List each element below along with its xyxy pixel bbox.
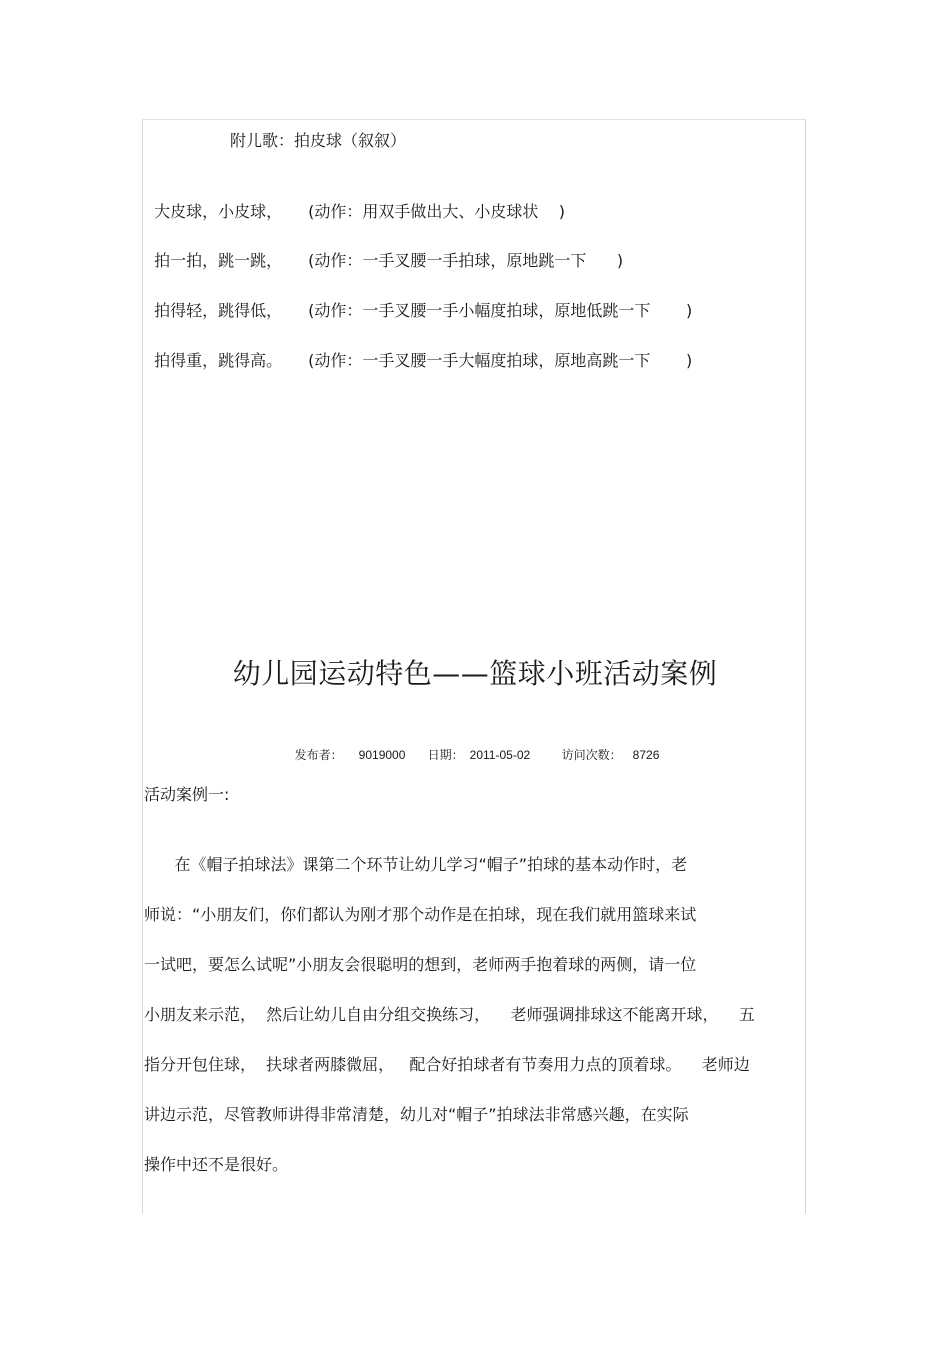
paragraph-line: 操作中还不是很好。 (144, 1155, 289, 1174)
article-paragraph (144, 855, 808, 1205)
song-line (144, 281, 692, 321)
song-line (144, 231, 623, 271)
song-line-action: (动作：用双手做出大、小皮球状 ) (308, 202, 566, 221)
publisher-value: 9019000 (358, 748, 406, 762)
song-line (144, 182, 565, 222)
paragraph-line: 指分开包住球， 扶球者两膝微屈， 配合好拍球者有节奏用力点的顶着球。 老师边 (144, 1055, 750, 1074)
song-line (144, 331, 692, 371)
paragraph-line: 讲边示范，尽管教师讲得非常清楚，幼儿对“帽子”拍球法非常感兴趣，在实际 (144, 1105, 689, 1124)
song-line-action: (动作：一手叉腰一手小幅度拍球，原地低跳一下 ) (308, 301, 693, 320)
date-value: 2011-05-02 (469, 748, 531, 762)
paragraph-line: 小朋友来示范， 然后让幼儿自由分组交换练习， 老师强调排球这不能离开球， 五 (144, 1005, 755, 1024)
publisher-label: 发布者： (294, 748, 343, 762)
paragraph-line: 师说：“小朋友们，你们都认为刚才那个动作是在拍球，现在我们就用篮球来试 (144, 905, 697, 924)
article-meta (288, 728, 659, 764)
date-label: 日期： (427, 748, 464, 762)
paragraph-line: 在《帽子拍球法》课第二个环节让幼儿学习“帽子”拍球的基本动作时，老 (144, 855, 688, 874)
song-line-action: (动作：一手叉腰一手拍球，原地跳一下 ) (308, 251, 624, 270)
article-title: 幼儿园运动特色——篮球小班活动案例 (232, 657, 718, 690)
visits-label: 访问次数： (561, 748, 622, 762)
paragraph-line: 一试吧，要怎么试呢”小朋友会很聪明的想到，老师两手抱着球的两侧，请一位 (144, 955, 697, 974)
song-line-text: 拍一拍，跳一跳， (154, 251, 283, 270)
song-line-text: 大皮球，小皮球， (154, 202, 283, 221)
visits-value: 8726 (632, 748, 660, 762)
song-line-text: 拍得轻，跳得低， (154, 301, 283, 320)
song-line-action: (动作：一手叉腰一手大幅度拍球，原地高跳一下 ) (308, 351, 693, 370)
song-line-text: 拍得重，跳得高。 (154, 351, 283, 370)
case-label: 活动案例一: (144, 785, 230, 804)
song-title: 附儿歌：拍皮球（叙叙） (230, 131, 407, 150)
